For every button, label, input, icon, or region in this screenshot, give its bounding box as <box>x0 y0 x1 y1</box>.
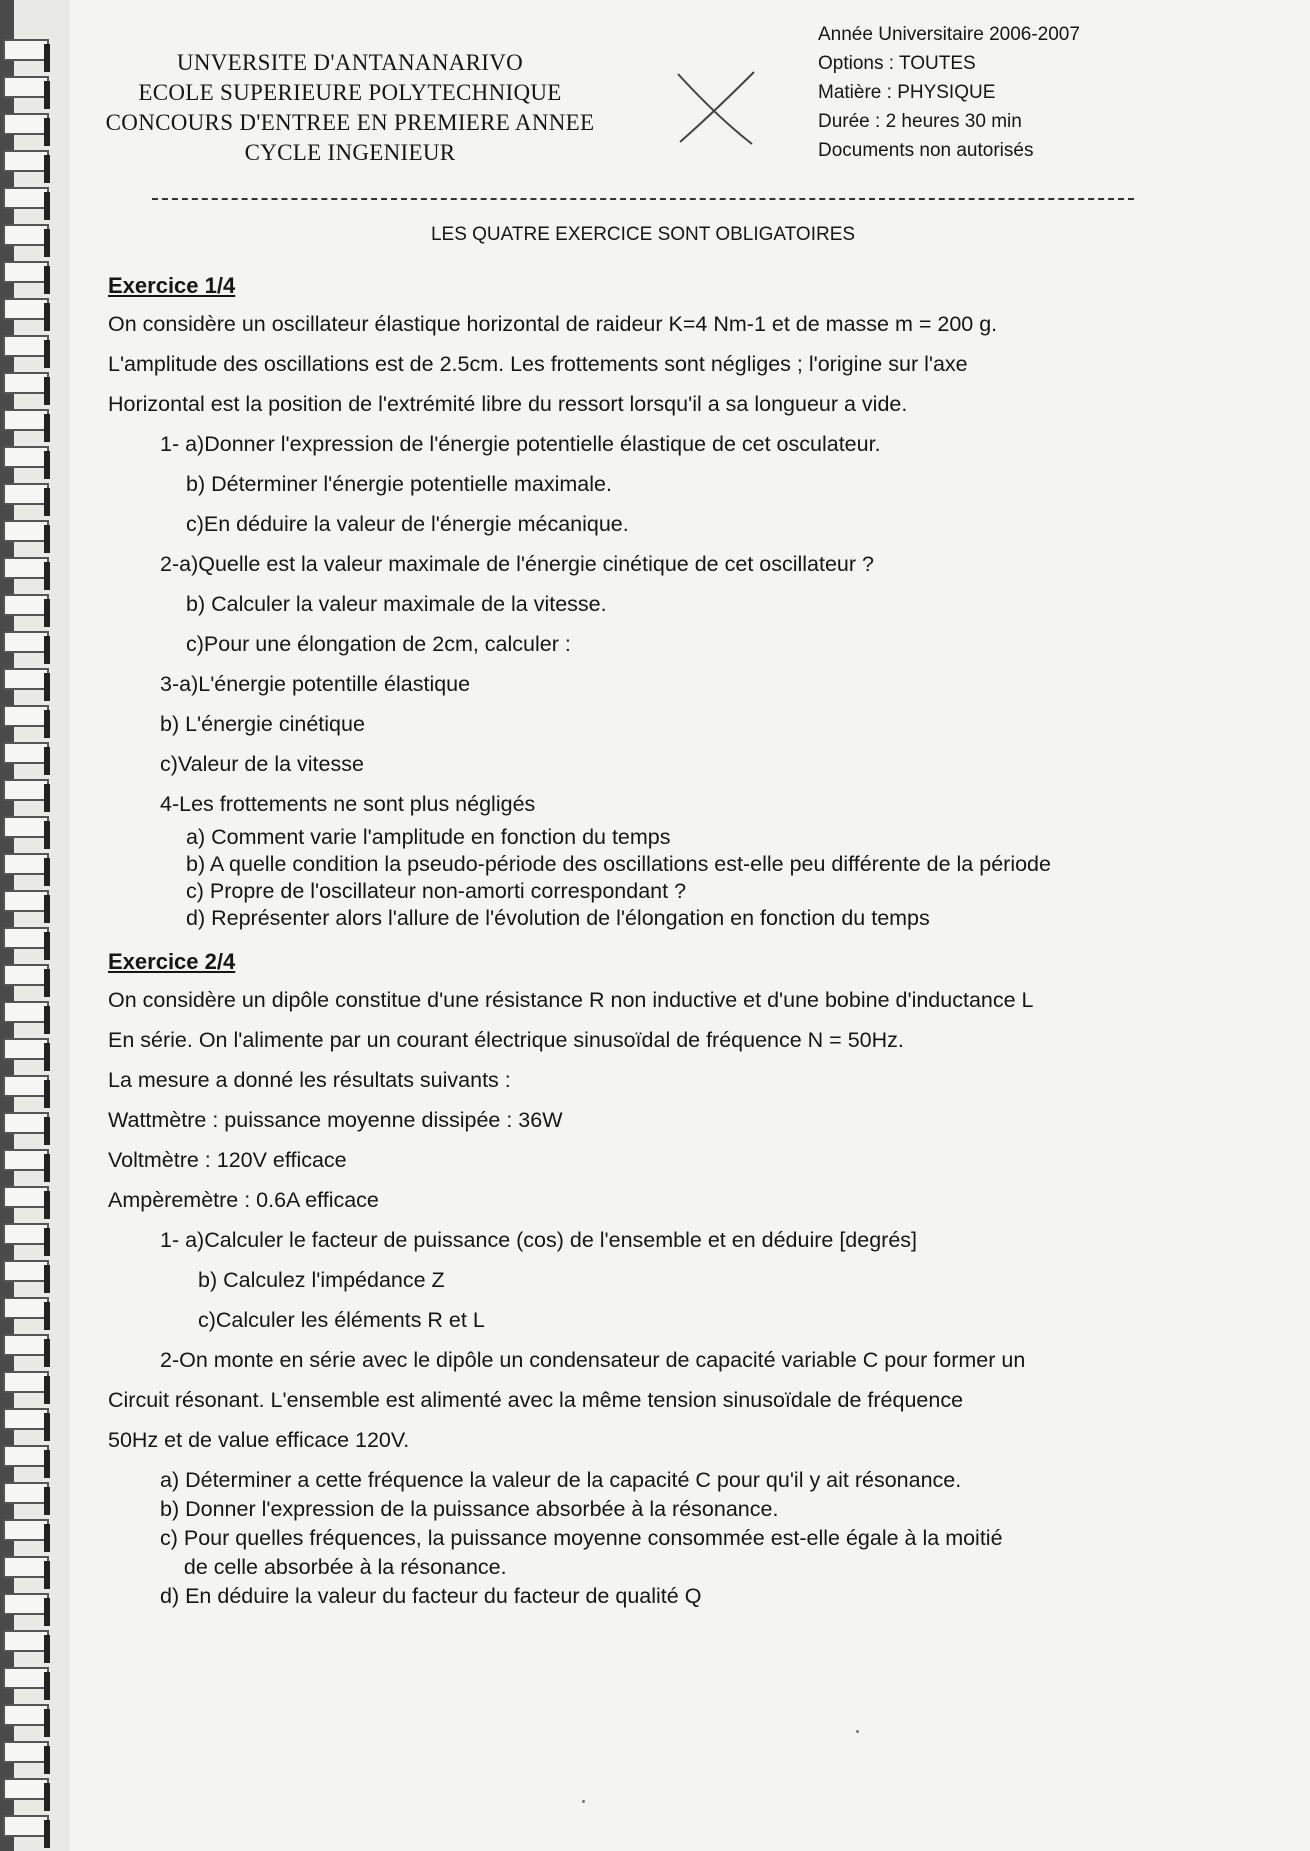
exercise-2-title: Exercice 2/4 <box>108 949 236 974</box>
binding-hole <box>44 1450 50 1478</box>
binding-hole <box>44 1339 50 1367</box>
question-3b: b) L'énergie cinétique <box>160 712 365 736</box>
binding-ring <box>4 1335 48 1355</box>
binding-ring <box>4 410 48 430</box>
question-4d: d) Représenter alors l'allure de l'évolution de l'élongation en fonction du temps <box>186 906 930 930</box>
binding-hole <box>44 1191 50 1219</box>
binding-ring <box>4 817 48 837</box>
binding-ring <box>4 706 48 726</box>
exercise-1-intro: On considère un oscillateur élastique horizontal de raideur K=4 Nm-1 et de masse m = 200 g. <box>108 312 998 336</box>
question-4: 4-Les frottements ne sont plus négligés <box>160 792 536 816</box>
binding-hole <box>44 1524 50 1552</box>
question-4c: c) Propre de l'oscillateur non-amorti correspondant ? <box>186 879 687 903</box>
binding-ring <box>4 1039 48 1059</box>
info-line: Matière : PHYSIQUE <box>818 82 996 103</box>
scan-speck <box>582 1800 585 1803</box>
exercise-2-intro: Wattmètre : puissance moyenne dissipée : 36W <box>108 1108 563 1132</box>
binding-hole <box>44 599 50 627</box>
binding-hole <box>44 229 50 257</box>
exercise-1-intro: Horizontal est la position de l'extrémité libre du ressort lorsqu'il a sa longueur a vide. <box>108 392 908 416</box>
ex2-subquestion-c: c) Pour quelles fréquences, la puissance moyenne consommée est-elle égale à la moitié <box>160 1526 1003 1550</box>
binding-hole <box>44 488 50 516</box>
question-4b: b) A quelle condition la pseudo-période des oscillations est-elle peu différente de la période <box>186 852 1051 876</box>
binding-ring <box>4 1594 48 1614</box>
binding-hole <box>44 821 50 849</box>
binding-hole <box>44 81 50 109</box>
binding-ring <box>4 225 48 245</box>
binding-hole <box>44 525 50 553</box>
binding-ring <box>4 1816 48 1836</box>
binding-hole <box>44 1265 50 1293</box>
binding-hole <box>44 451 50 479</box>
binding-hole <box>44 1413 50 1441</box>
binding-hole <box>44 1154 50 1182</box>
binding-ring <box>4 1742 48 1762</box>
exercise-1-intro: L'amplitude des oscillations est de 2.5cm. Les frottements sont négliges ; l'origine sur l'axe <box>108 352 968 376</box>
info-line: Documents non autorisés <box>818 140 1034 161</box>
institution-line: ECOLE SUPERIEURE POLYTECHNIQUE <box>138 80 562 105</box>
binding-ring <box>4 77 48 97</box>
binding-ring <box>4 1779 48 1799</box>
binding-hole <box>44 858 50 886</box>
binding-ring <box>4 743 48 763</box>
binding-hole <box>44 44 50 72</box>
binding-ring <box>4 1557 48 1577</box>
binding-hole <box>44 1302 50 1330</box>
binding-ring <box>4 40 48 60</box>
binding-hole <box>44 636 50 664</box>
info-line: Options : TOUTES <box>818 53 976 74</box>
binding-ring <box>4 632 48 652</box>
question-3c: c)Valeur de la vitesse <box>160 752 364 776</box>
binding-ring <box>4 1446 48 1466</box>
binding-hole <box>44 784 50 812</box>
binding-ring <box>4 1520 48 1540</box>
binding-hole <box>44 1635 50 1663</box>
ex2-subquestion-b: b) Donner l'expression de la puissance absorbée à la résonance. <box>160 1497 779 1521</box>
spiral-binding <box>0 0 70 1851</box>
ex2-question-1b: b) Calculez l'impédance Z <box>198 1268 445 1292</box>
ex2-question-2: Circuit résonant. L'ensemble est alimenté avec la même tension sinusoïdale de fréquence <box>108 1388 964 1412</box>
binding-hole <box>44 1080 50 1108</box>
binding-hole <box>44 303 50 331</box>
binding-hole <box>44 1006 50 1034</box>
binding-ring <box>4 1372 48 1392</box>
handwritten-cross-mark <box>670 68 760 148</box>
question-2c: c)Pour une élongation de 2cm, calculer : <box>186 632 571 656</box>
ex2-subquestion-a: a) Déterminer a cette fréquence la valeur de la capacité C pour qu'il y ait résonance. <box>160 1468 962 1492</box>
institution-line: CYCLE INGENIEUR <box>244 140 456 165</box>
binding-ring <box>4 521 48 541</box>
binding-hole <box>44 377 50 405</box>
institution-line: CONCOURS D'ENTREE EN PREMIERE ANNEE <box>105 110 595 135</box>
binding-ring <box>4 447 48 467</box>
exam-notice: LES QUATRE EXERCICE SONT OBLIGATOIRES <box>430 224 856 245</box>
binding-ring <box>4 299 48 319</box>
binding-hole <box>44 1598 50 1626</box>
binding-ring <box>4 558 48 578</box>
binding-ring <box>4 336 48 356</box>
binding-hole <box>44 969 50 997</box>
binding-ring <box>4 669 48 689</box>
binding-ring <box>4 854 48 874</box>
binding-ring <box>4 1705 48 1725</box>
binding-hole <box>44 1783 50 1811</box>
binding-hole <box>44 747 50 775</box>
binding-ring <box>4 484 48 504</box>
exam-content <box>108 268 1248 1611</box>
binding-ring <box>4 1483 48 1503</box>
question-2a: 2-a)Quelle est la valeur maximale de l'énergie cinétique de cet oscillateur ? <box>160 552 874 576</box>
scan-speck <box>856 1730 859 1733</box>
binding-ring <box>4 1631 48 1651</box>
binding-ring <box>4 114 48 134</box>
binding-hole <box>44 1376 50 1404</box>
binding-hole <box>44 118 50 146</box>
question-3a: 3-a)L'énergie potentille élastique <box>160 672 471 696</box>
binding-hole <box>44 1043 50 1071</box>
binding-ring <box>4 188 48 208</box>
binding-hole <box>44 1228 50 1256</box>
binding-ring <box>4 1224 48 1244</box>
info-line: Année Universitaire 2006-2007 <box>818 24 1080 45</box>
ex2-question-1a: 1- a)Calculer le facteur de puissance (cos) de l'ensemble et en déduire [degrés] <box>160 1228 918 1252</box>
binding-hole <box>44 414 50 442</box>
binding-ring <box>4 965 48 985</box>
exam-page <box>70 0 1310 1851</box>
binding-hole <box>44 1672 50 1700</box>
exam-info-block <box>818 20 1298 165</box>
question-1c: c)En déduire la valeur de l'énergie mécanique. <box>186 512 629 536</box>
ex2-question-2: 50Hz et de value efficace 120V. <box>108 1428 410 1452</box>
binding-ring <box>4 1261 48 1281</box>
exercise-2-intro: La mesure a donné les résultats suivants : <box>108 1068 511 1092</box>
institution-header <box>100 48 600 168</box>
binding-hole <box>44 562 50 590</box>
ex2-question-1c: c)Calculer les éléments R et L <box>198 1308 485 1332</box>
ex2-question-2: 2-On monte en série avec le dipôle un condensateur de capacité variable C pour former un <box>160 1348 1026 1372</box>
binding-ring <box>4 1298 48 1318</box>
binding-ring <box>4 928 48 948</box>
binding-hole <box>44 192 50 220</box>
binding-ring <box>4 1187 48 1207</box>
binding-hole <box>44 266 50 294</box>
binding-hole <box>44 1709 50 1737</box>
ex2-subquestion-d: d) En déduire la valeur du facteur du facteur de qualité Q <box>160 1584 702 1608</box>
binding-hole <box>44 673 50 701</box>
exercise-2-intro: On considère un dipôle constitue d'une résistance R non inductive et d'une bobine d'inductance L <box>108 988 1034 1012</box>
institution-line: UNVERSITE D'ANTANANARIVO <box>176 50 524 75</box>
binding-hole <box>44 710 50 738</box>
binding-hole <box>44 340 50 368</box>
exercise-2-intro: Voltmètre : 120V efficace <box>108 1148 347 1172</box>
info-line: Durée : 2 heures 30 min <box>818 111 1022 132</box>
binding-ring <box>4 373 48 393</box>
question-1b: b) Déterminer l'énergie potentielle maximale. <box>186 472 612 496</box>
binding-ring <box>4 262 48 282</box>
question-1a: 1- a)Donner l'expression de l'énergie potentielle élastique de cet osculateur. <box>160 432 881 456</box>
binding-ring <box>4 1150 48 1170</box>
binding-hole <box>44 1820 50 1848</box>
binding-hole <box>44 895 50 923</box>
binding-hole <box>44 932 50 960</box>
binding-hole <box>44 1561 50 1589</box>
exercise-2-intro: En série. On l'alimente par un courant électrique sinusoïdal de fréquence N = 50Hz. <box>108 1028 904 1052</box>
question-4a: a) Comment varie l'amplitude en fonction du temps <box>186 825 671 849</box>
binding-ring <box>4 151 48 171</box>
binding-hole <box>44 1117 50 1145</box>
binding-ring <box>4 595 48 615</box>
binding-ring <box>4 891 48 911</box>
binding-hole <box>44 155 50 183</box>
exercise-2-intro: Ampèremètre : 0.6A efficace <box>108 1188 379 1212</box>
question-2b: b) Calculer la valeur maximale de la vitesse. <box>186 592 607 616</box>
dashed-divider <box>152 198 1134 200</box>
binding-ring <box>4 1002 48 1022</box>
ex2-subquestion-c-cont: de celle absorbée à la résonance. <box>160 1555 507 1579</box>
binding-hole <box>44 1487 50 1515</box>
binding-ring <box>4 1113 48 1133</box>
binding-hole <box>44 1746 50 1774</box>
exercise-1-title: Exercice 1/4 <box>108 273 236 298</box>
binding-ring <box>4 1409 48 1429</box>
binding-ring <box>4 780 48 800</box>
binding-ring <box>4 1076 48 1096</box>
binding-ring <box>4 1668 48 1688</box>
